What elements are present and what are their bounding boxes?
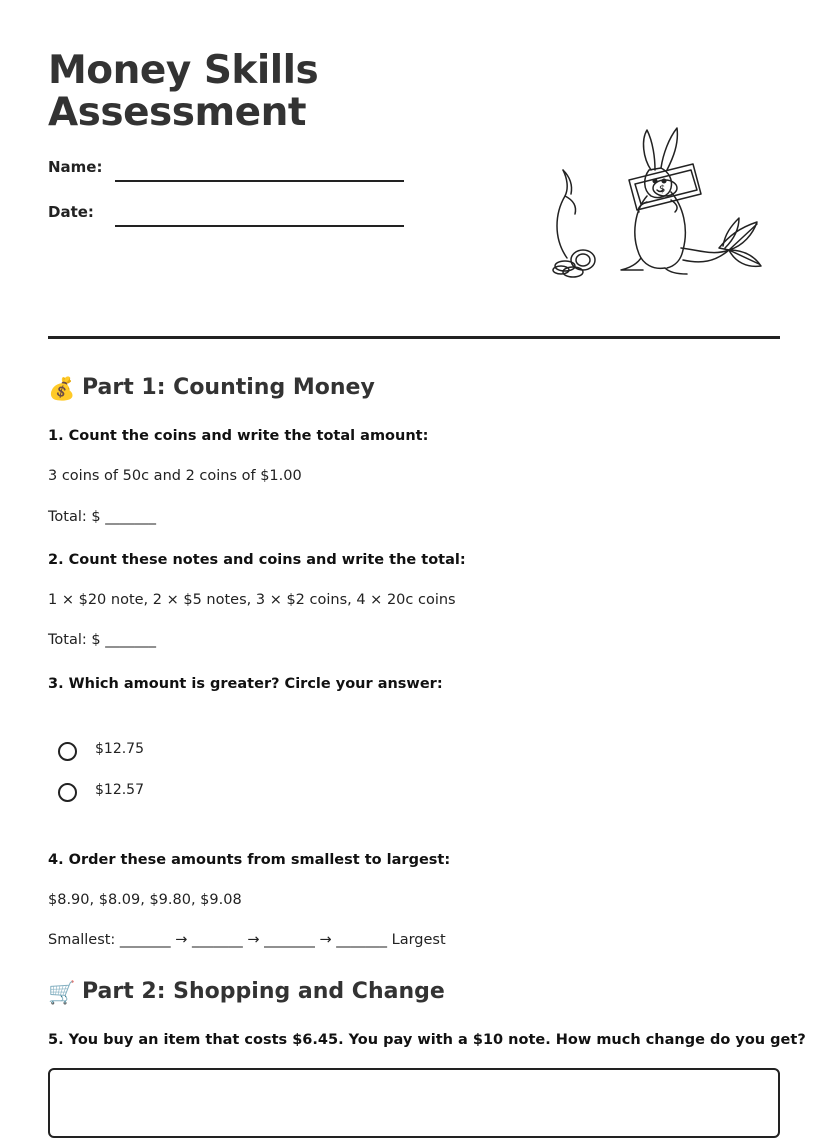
question-3-option-2[interactable] xyxy=(58,783,258,807)
option-label: $12.57 xyxy=(95,782,144,798)
part1-heading-text: Part 1: Counting Money xyxy=(82,375,375,400)
question-3-prompt: 3. Which amount is greater? Circle your answer: xyxy=(48,676,443,692)
name-field[interactable] xyxy=(115,180,404,182)
worksheet-page xyxy=(48,0,806,1118)
question-5-prompt: 5. You buy an item that costs $6.45. You pay with a $10 note. How much change do you get? xyxy=(48,1032,806,1048)
question-4-prompt: 4. Order these amounts from smallest to largest: xyxy=(48,852,451,868)
date-field-row xyxy=(48,203,408,227)
svg-text:$: $ xyxy=(659,184,666,195)
name-field-row xyxy=(48,158,408,182)
question-1-answer[interactable]: Total: $ _______ xyxy=(48,509,156,525)
part2-heading-text: Part 2: Shopping and Change xyxy=(82,979,445,1004)
question-1-prompt: 1. Count the coins and write the total amount: xyxy=(48,428,429,444)
money-bag-icon: 💰 xyxy=(48,377,76,402)
question-4-answer[interactable]: Smallest: _______ → _______ → _______ → _______ Largest xyxy=(48,932,446,948)
shopping-cart-icon: 🛒 xyxy=(48,981,76,1006)
option-label: $12.75 xyxy=(95,741,144,757)
question-4-detail: $8.90, $8.09, $9.80, $9.08 xyxy=(48,892,242,908)
question-2-answer[interactable]: Total: $ _______ xyxy=(48,632,156,648)
header-divider xyxy=(48,336,780,339)
kangaroo-with-money-illustration xyxy=(543,118,763,283)
part1-heading xyxy=(48,374,375,404)
question-3-option-1[interactable] xyxy=(58,742,258,766)
date-label: Date: xyxy=(48,203,94,221)
page-title: Money Skills Assessment xyxy=(48,48,319,135)
date-field[interactable] xyxy=(115,225,404,227)
radio-circle[interactable] xyxy=(58,783,77,802)
name-label: Name: xyxy=(48,158,103,176)
question-2-prompt: 2. Count these notes and coins and write the total: xyxy=(48,552,466,568)
question-2-detail: 1 × $20 note, 2 × $5 notes, 3 × $2 coins, 4 × 20c coins xyxy=(48,592,456,608)
part2-heading xyxy=(48,978,445,1008)
question-5-answer-box[interactable] xyxy=(48,1068,780,1138)
radio-circle[interactable] xyxy=(58,742,77,761)
question-1-detail: 3 coins of 50c and 2 coins of $1.00 xyxy=(48,468,302,484)
